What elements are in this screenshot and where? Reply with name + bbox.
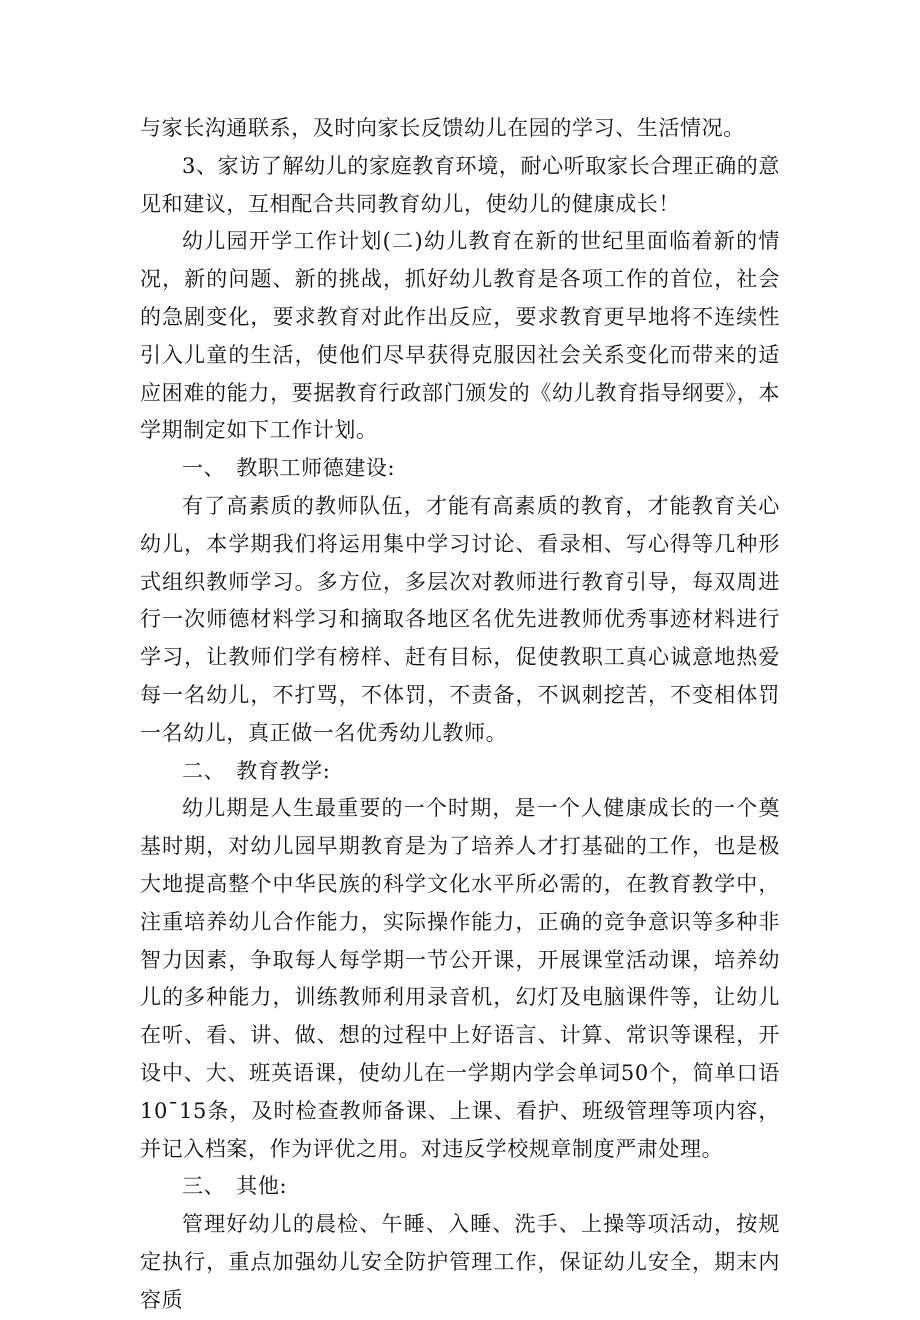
section-heading-other: 三、 其他: bbox=[182, 1174, 288, 1199]
paragraph-teacher-ethics: 有了高素质的教师队伍，才能有高素质的教育，才能教育关心幼儿，本学期我们将运用集中学习讨论、看录相、写心得等几种形式组织教师学习。多方位，多层次对教师进行教育引导，每双周进行一次师德材料学习和摘取各地区名优先进教师优秀事迹材料进行学习，让教师们学有榜样、赶有目标，促使教职工真心诚意地热爱每一名幼儿，不打骂，不体罚，不责备，不讽刺挖苦，不变相体罚一名幼儿，真正做一名优秀幼儿教师。 bbox=[140, 493, 780, 745]
paragraph-home-visit: 3、家访了解幼儿的家庭教育环境，耐心听取家长合理正确的意见和建议，互相配合共同教育幼儿，使幼儿的健康成长！ bbox=[140, 153, 780, 216]
section-heading-teaching: 二、 教育教学: bbox=[182, 758, 331, 783]
paragraph-other: 管理好幼儿的晨检、午睡、入睡、洗手、上操等项活动，按规定执行，重点加强幼儿安全防护管理工作，保证幼儿安全，期末内容质 bbox=[140, 1212, 780, 1312]
paragraph-teaching: 幼儿期是人生最重要的一个时期，是一个人健康成长的一个奠基时期，对幼儿园早期教育是为了培养人才打基础的工作，也是极大地提高整个中华民族的科学文化水平所必需的，在教育教学中，注重培养幼儿合作能力，实际操作能力，正确的竞争意识等多种非智力因素，争取每人每学期一节公开课，开展课堂活动课，培养幼儿的多种能力，训练教师利用录音机，幻灯及电脑课件等，让幼儿在听、看、讲、做、想的过程中上好语言、计算、常识等课程，开设中、大、班英语课，使幼儿在一学期内学会单词50个，简单口语10¯15条，及时检查教师备课、上课、看护、班级管理等项内容，并记入档案，作为评优之用。对违反学校规章制度严肃处理。 bbox=[140, 796, 780, 1161]
paragraph-plan-intro: 幼儿园开学工作计划(二)幼儿教育在新的世纪里面临着新的情况，新的问题、新的挑战，抓好幼儿教育是各项工作的首位，社会的急剧变化，要求教育对此作出反应，要求教育更早地将不连续性引入儿童的生活，使他们尽早获得克服因社会关系变化而带来的适应困难的能力，要据教育行政部门颁发的《幼儿教育指导纲要》，本学期制定如下工作计划。 bbox=[140, 229, 780, 443]
document-body bbox=[140, 110, 780, 1320]
section-heading-teacher-ethics: 一、 教职工师德建设: bbox=[182, 456, 396, 481]
paragraph-continuation: 与家长沟通联系，及时向家长反馈幼儿在园的学习、生活情况。 bbox=[140, 116, 745, 140]
